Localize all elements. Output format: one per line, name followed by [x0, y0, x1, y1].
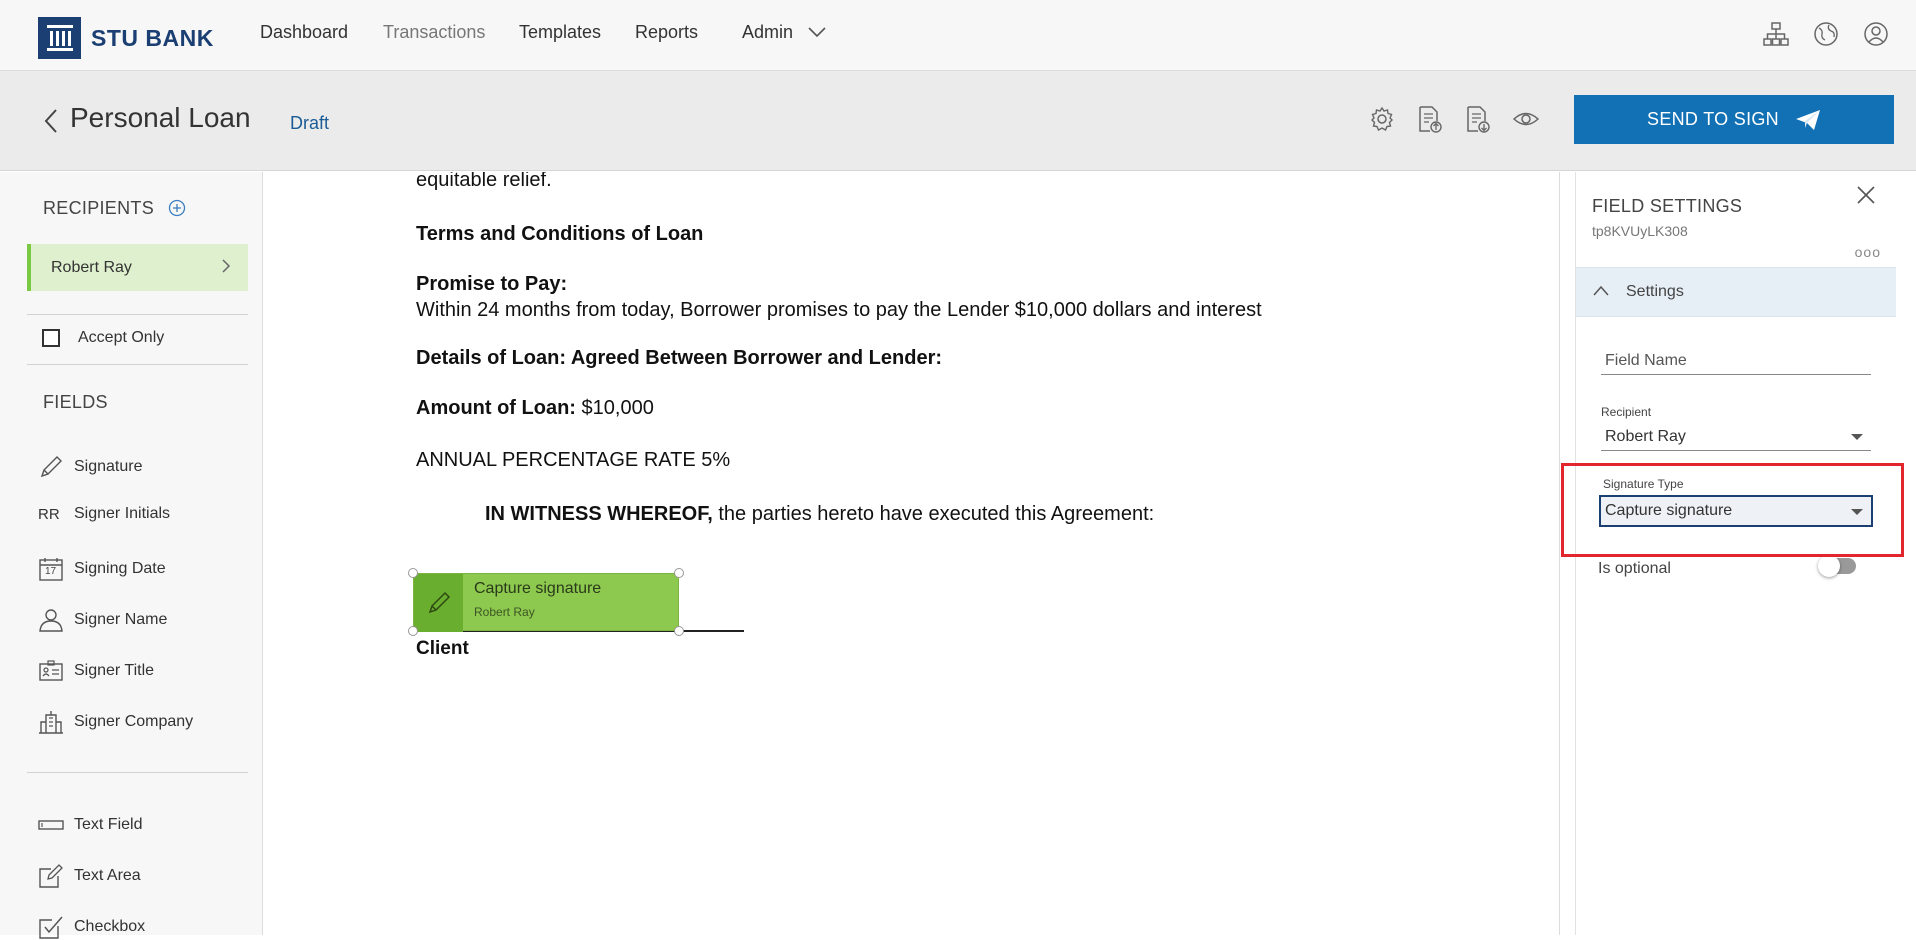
back-chevron-icon[interactable]	[40, 107, 62, 135]
globe-icon[interactable]	[1812, 20, 1840, 48]
signature-type-label: Signature Type	[1603, 477, 1684, 491]
nav-admin-label: Admin	[742, 22, 794, 42]
field-label: Signer Title	[74, 662, 155, 679]
doc-heading: Promise to Pay:	[416, 273, 568, 295]
pen-icon	[414, 574, 463, 632]
eye-icon[interactable]	[1512, 104, 1540, 134]
field-signer-name[interactable]	[38, 607, 167, 633]
caret-down-icon	[1851, 434, 1863, 440]
doc-heading: Terms and Conditions of Loan	[416, 223, 704, 245]
signature-type-select[interactable]	[1599, 477, 1873, 527]
divider	[27, 364, 248, 365]
person-icon	[38, 607, 64, 633]
doc-bold: IN WITNESS WHEREOF,	[485, 503, 713, 525]
chevron-up-icon	[1592, 284, 1610, 298]
field-label: Text Field	[74, 816, 143, 833]
recipient-label: Recipient	[1601, 405, 1652, 419]
doc-rest: $10,000	[575, 397, 654, 419]
field-id: tp8KVUyLK308	[1592, 223, 1688, 239]
send-plane-icon	[1795, 109, 1821, 131]
field-label: Signer Initials	[74, 505, 171, 522]
status-badge: Draft	[290, 113, 330, 133]
page-title: Personal Loan	[70, 102, 251, 133]
doc-bold: Amount of Loan:	[416, 397, 576, 419]
field-signer-title[interactable]	[38, 658, 154, 684]
document-canvas	[264, 172, 1560, 935]
doc-line: Within 24 months from today, Borrower promises to pay the Lender $10,000 dollars and interest	[416, 299, 1262, 321]
initials-icon: RR	[38, 505, 60, 523]
toggle-knob	[1818, 555, 1840, 577]
field-label: Signer Company	[74, 713, 194, 730]
field-label: Signature	[74, 458, 143, 475]
nav-transactions[interactable]: Transactions	[383, 22, 486, 42]
doc-line: equitable relief.	[416, 172, 552, 191]
field-signer-company[interactable]	[38, 709, 193, 735]
upload-document-icon[interactable]	[1416, 104, 1444, 134]
recipient-select-value	[1601, 423, 1871, 451]
is-optional-toggle[interactable]	[1820, 558, 1856, 574]
field-label: Signer Name	[74, 611, 168, 628]
text-field-icon	[38, 812, 64, 838]
field-signing-date[interactable]	[38, 556, 166, 582]
checkbox-icon	[38, 914, 64, 940]
recipient-value: Robert Ray	[1605, 427, 1686, 445]
id-card-icon	[38, 658, 64, 684]
resize-handle[interactable]	[408, 568, 418, 578]
org-chart-icon[interactable]	[1762, 20, 1790, 48]
building-icon	[38, 709, 64, 735]
top-navigation	[0, 0, 1916, 71]
panel-title: FIELD SETTINGS	[1592, 196, 1743, 216]
recipient-name: Robert Ray	[51, 258, 132, 276]
recipient-select[interactable]	[1601, 405, 1871, 451]
divider	[27, 314, 248, 315]
accept-only-label: Accept Only	[78, 329, 165, 346]
add-recipient-icon[interactable]	[168, 199, 186, 217]
doc-heading: Details of Loan: Agreed Between Borrower and Lender:	[416, 347, 943, 369]
divider	[27, 772, 248, 773]
resize-handle[interactable]	[674, 626, 684, 636]
field-signature[interactable]	[38, 454, 143, 480]
chevron-right-icon	[220, 258, 232, 274]
more-options-icon[interactable]: ooo	[1854, 244, 1881, 260]
field-label: Checkbox	[74, 918, 146, 935]
field-name-placeholder: Field Name	[1601, 347, 1871, 375]
user-icon[interactable]	[1862, 20, 1890, 48]
chevron-down-icon	[808, 26, 826, 38]
field-signer-initials[interactable]	[38, 505, 170, 523]
recipients-heading: RECIPIENTS	[43, 198, 155, 218]
signature-field-type: Capture signature	[474, 580, 602, 597]
signature-field-recipient: Robert Ray	[474, 605, 535, 619]
text-area-icon	[38, 863, 64, 889]
field-text-field[interactable]	[38, 812, 142, 838]
gear-icon[interactable]	[1368, 104, 1396, 134]
field-settings-panel	[1575, 172, 1895, 935]
settings-section-toggle[interactable]	[1576, 267, 1896, 317]
field-checkbox[interactable]	[38, 914, 145, 940]
accept-only-checkbox[interactable]	[42, 329, 60, 347]
brand-logo[interactable]	[38, 17, 214, 59]
brand-name: STU BANK	[91, 24, 214, 51]
calendar-day: 17	[45, 566, 57, 577]
doc-line: ANNUAL PERCENTAGE RATE 5%	[416, 449, 731, 471]
bank-logo-icon	[38, 17, 81, 59]
nav-admin[interactable]	[742, 22, 826, 43]
doc-line	[485, 503, 1154, 526]
fields-heading: FIELDS	[43, 392, 108, 412]
caret-down-icon	[1851, 509, 1863, 515]
doc-line	[416, 397, 654, 420]
recipient-item[interactable]	[27, 244, 248, 291]
resize-handle[interactable]	[408, 626, 418, 636]
nav-templates[interactable]: Templates	[519, 22, 602, 42]
signature-type-select-value	[1599, 495, 1873, 527]
doc-rest: the parties hereto have executed this Agreement:	[712, 503, 1155, 525]
field-name-input[interactable]	[1601, 347, 1871, 375]
send-to-sign-label: SEND TO SIGN	[1647, 109, 1779, 129]
send-to-sign-button[interactable]	[1574, 95, 1894, 144]
nav-dashboard[interactable]: Dashboard	[260, 22, 349, 42]
signature-type-value: Capture signature	[1605, 502, 1733, 519]
settings-label: Settings	[1626, 283, 1684, 300]
pen-icon	[38, 454, 64, 480]
field-label: Text Area	[74, 867, 141, 884]
resize-handle[interactable]	[674, 568, 684, 578]
is-optional-label: Is optional	[1598, 560, 1671, 577]
accept-only-option[interactable]	[42, 329, 164, 347]
calendar-icon	[38, 556, 64, 582]
signature-field[interactable]	[413, 573, 679, 631]
nav-reports[interactable]: Reports	[635, 22, 699, 42]
download-document-icon[interactable]	[1464, 104, 1492, 134]
client-label: Client	[416, 638, 469, 659]
field-text-area[interactable]	[38, 863, 141, 889]
document-header	[0, 71, 1916, 171]
close-icon[interactable]	[1855, 184, 1877, 206]
left-sidebar	[0, 172, 263, 935]
field-label: Signing Date	[74, 560, 166, 577]
